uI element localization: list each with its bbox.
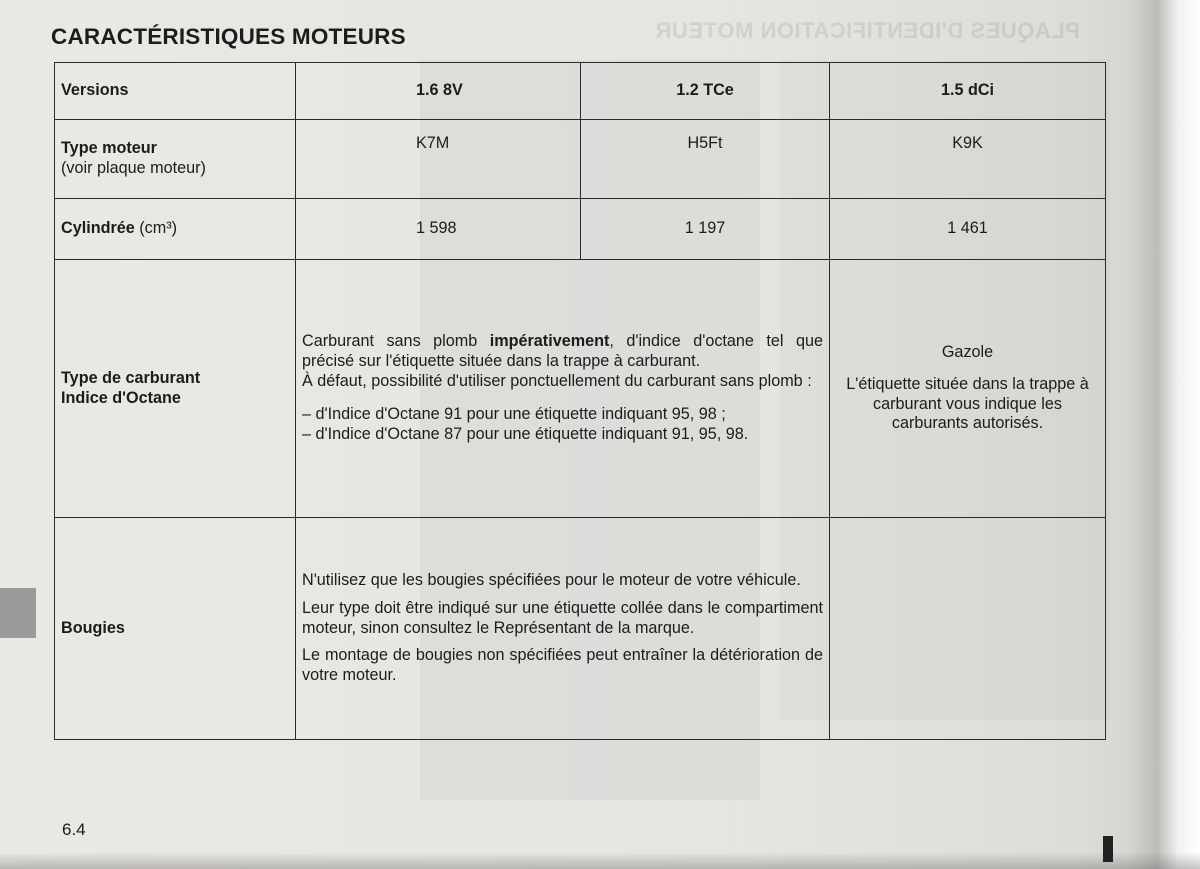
spark-plugs-paragraph: Le montage de bougies non spécifiées peut entraîner la détérioration de votre moteur. [302, 646, 823, 685]
row-label-spark-plugs: Bougies [55, 518, 296, 740]
table-row-spark-plugs [55, 518, 1106, 740]
engine-specs-table [54, 62, 1106, 740]
displacement-label: Cylindrée [61, 219, 135, 238]
displacement-value-2: 1 197 [581, 199, 830, 260]
row-label-displacement [55, 199, 296, 260]
engine-type-note: (voir plaque moteur) [61, 159, 206, 177]
engine-type-value-1: K7M [296, 120, 581, 199]
page-title: CARACTÉRISTIQUES MOTEURS [51, 24, 406, 49]
diesel-fuel-note: L'étiquette située dans la trappe à carburant vous indique les carburants autorisés. [846, 374, 1089, 433]
engine-type-value-2: H5Ft [581, 120, 830, 199]
octane-list-item: – d'Indice d'Octane 91 pour une étiquette indiquant 95, 98 ; [302, 405, 726, 424]
displacement-value-1: 1 598 [296, 199, 581, 260]
petrol-default-note: À défaut, possibilité d'utiliser ponctuellement du carburant sans plomb : [302, 371, 812, 390]
petrol-text-emphasis: impérativement [489, 332, 610, 351]
spark-plugs-empty-cell [830, 518, 1106, 740]
displacement-unit: (cm³) [139, 219, 178, 238]
bottom-edge-shadow [0, 852, 1200, 869]
table-row-fuel [55, 260, 1106, 518]
table-row-engine-type [55, 120, 1106, 199]
chapter-tab-marker [0, 588, 36, 638]
table-row-displacement [55, 199, 1106, 260]
show-through-heading: PLAQUES D'IDENTIFICATION MOTEUR [655, 18, 1080, 43]
diesel-fuel-name: Gazole [941, 342, 994, 361]
version-header-3: 1.5 dCi [830, 63, 1106, 120]
binding-shadow [1128, 0, 1200, 869]
spark-plugs-cell [296, 518, 830, 740]
version-header-1: 1.6 8V [296, 63, 581, 120]
engine-type-label: Type moteur [61, 139, 157, 158]
page-number: 6.4 [62, 820, 86, 839]
row-label-fuel [55, 260, 296, 518]
petrol-text-b: , d'indice d'octane tel que précisé sur l'étiquette située dans la trappe à carburant. [302, 332, 823, 370]
table-row-versions [55, 63, 1106, 120]
petrol-requirement [302, 332, 823, 372]
row-label-engine-type [55, 120, 296, 199]
fuel-type-label: Type de carburant [61, 368, 201, 387]
petrol-fuel-cell [296, 260, 830, 518]
page-end-marker [1103, 836, 1113, 862]
petrol-text-a: Carburant sans plomb [302, 332, 490, 351]
row-label-versions: Versions [55, 63, 296, 120]
spark-plugs-paragraph: Leur type doit être indiqué sur une étiquette collée dans le compartiment moteur, sinon consultez le Représentant de la marque. [302, 598, 823, 637]
octane-list-item: – d'Indice d'Octane 87 pour une étiquette indiquant 91, 95, 98. [302, 425, 749, 444]
displacement-value-3: 1 461 [830, 199, 1106, 260]
spark-plugs-paragraph: N'utilisez que les bougies spécifiées pour le moteur de votre véhicule. [302, 571, 801, 590]
version-header-2: 1.2 TCe [581, 63, 830, 120]
octane-index-label: Indice d'Octane [61, 388, 181, 407]
engine-type-value-3: K9K [830, 120, 1106, 199]
diesel-fuel-cell [830, 260, 1106, 518]
